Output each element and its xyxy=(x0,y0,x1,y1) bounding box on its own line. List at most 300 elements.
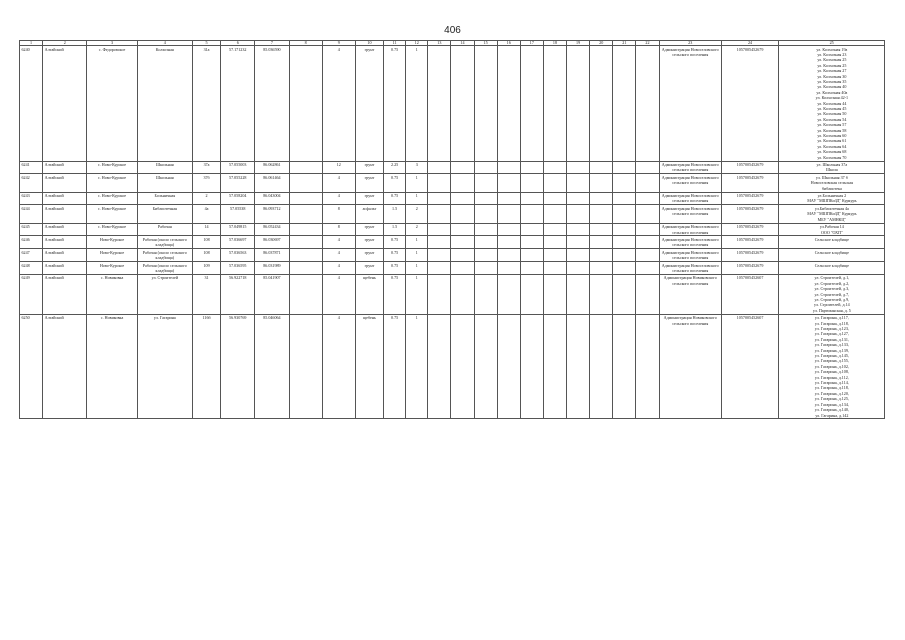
address-line: ул.Больничная 2 xyxy=(817,193,847,199)
inn-cell: 1057005452679 xyxy=(721,174,778,192)
row-id: 6246 xyxy=(20,236,43,249)
area-cell: 0.75 xyxy=(384,314,406,419)
empty-cell xyxy=(289,249,322,262)
address-line: Сельское кладбище xyxy=(814,262,849,268)
empty-cell xyxy=(474,262,497,275)
longitude-cell: 86.030697 xyxy=(255,236,289,249)
surface-cell: грунт xyxy=(355,236,383,249)
empty-cell xyxy=(543,274,566,314)
column-number: 19 xyxy=(567,41,590,46)
empty-cell xyxy=(497,249,520,262)
empty-cell xyxy=(428,236,451,249)
container-count-cell: 1 xyxy=(406,262,428,275)
empty-cell xyxy=(520,249,543,262)
address-line: ул. Строителей, д.9, xyxy=(814,296,850,302)
address-line: ул. Школьная 37а xyxy=(816,162,848,168)
row-id: 6244 xyxy=(20,205,43,223)
empty-cell xyxy=(636,174,659,192)
settlement-cell: с. Ново-Курское xyxy=(87,174,137,192)
empty-cell xyxy=(590,249,613,262)
address-line: МАУ "МШПКиЗД" Куркурь xyxy=(807,198,857,204)
empty-cell xyxy=(590,274,613,314)
house-cell: 14 xyxy=(192,223,220,236)
longitude-cell: 85.041907 xyxy=(255,274,289,314)
street-cell: Рабочая (около сельского кладбища) xyxy=(137,249,192,262)
table-row xyxy=(20,249,885,262)
settlement-cell: Ново-Курское xyxy=(87,262,137,275)
empty-cell xyxy=(497,236,520,249)
empty-cell xyxy=(289,205,322,223)
empty-cell xyxy=(567,205,590,223)
operator-cell: Администрация Новоселовского сельского поселения xyxy=(659,205,721,223)
area-cell: 0.75 xyxy=(384,262,406,275)
table-row xyxy=(20,274,885,314)
address-line: ул.Рабочая 14 xyxy=(819,224,844,230)
address-line: ул. Гагарина, д.125, xyxy=(814,396,849,402)
settlement-cell: с. Новиковка xyxy=(87,274,137,314)
empty-cell xyxy=(497,46,520,162)
address-line: ул. Гагарина, д.133, xyxy=(814,342,849,348)
address-line: ул. Колхозная 35 xyxy=(817,78,847,84)
empty-cell xyxy=(567,46,590,162)
address-line: ул. Колхозная 42-1 xyxy=(815,95,849,101)
empty-cell xyxy=(497,174,520,192)
empty-cell xyxy=(520,262,543,275)
row-id: 6245 xyxy=(20,223,43,236)
longitude-cell: 86.031989 xyxy=(255,262,289,275)
empty-cell xyxy=(636,192,659,205)
surface-cell: грунт xyxy=(355,249,383,262)
address-line: ул. Колхозная 50 xyxy=(817,111,847,117)
empty-cell xyxy=(428,249,451,262)
served-addresses-cell xyxy=(779,223,885,236)
address-line: ул. Колхозная 60 xyxy=(817,133,847,138)
container-count-cell: 1 xyxy=(406,46,428,162)
empty-cell xyxy=(567,161,590,174)
district-cell: Алтайский xyxy=(43,223,87,236)
column-number: 11 xyxy=(384,41,406,46)
inn-cell: 1057005452607 xyxy=(721,274,778,314)
street-cell: Рабочая (около сельского кладбища) xyxy=(137,236,192,249)
empty-cell xyxy=(451,223,474,236)
address-line: ул. Гагарина, д.112, xyxy=(814,374,849,380)
operator-cell: Администрация Новоселовского сельского поселения xyxy=(659,249,721,262)
empty-cell xyxy=(428,205,451,223)
empty-cell xyxy=(451,249,474,262)
latitude-cell: 57.171232 xyxy=(221,46,255,162)
district-cell: Алтайский xyxy=(43,174,87,192)
column-number: 22 xyxy=(636,41,659,46)
house-cell: 108 xyxy=(192,249,220,262)
row-id: 6243 xyxy=(20,192,43,205)
column-number: 16 xyxy=(497,41,520,46)
address-line: ул. Колхозная 64 xyxy=(817,143,847,149)
empty-cell xyxy=(497,161,520,174)
district-cell: Алтайский xyxy=(43,262,87,275)
empty-cell xyxy=(636,205,659,223)
surface-cell: грунт xyxy=(355,223,383,236)
empty-cell xyxy=(520,236,543,249)
address-line: ул. Колхозная 70 xyxy=(817,154,847,160)
latitude-cell: 57.055003 xyxy=(221,161,255,174)
surface-cell: щебень xyxy=(355,314,383,419)
address-line: ул. Гагарина, д.142 xyxy=(815,412,849,418)
column-number: 20 xyxy=(590,41,613,46)
column-number: 24 xyxy=(721,41,778,46)
empty-cell xyxy=(428,223,451,236)
operator-cell: Администрация Новиковского сельского поселения xyxy=(659,274,721,314)
empty-cell xyxy=(567,223,590,236)
settlement-cell: с. Новиковка xyxy=(87,314,137,419)
table-row xyxy=(20,174,885,192)
inn-cell: 1057005452679 xyxy=(721,249,778,262)
street-cell: ул. Строителей xyxy=(137,274,192,314)
empty-cell xyxy=(567,262,590,275)
house-cell: 108 xyxy=(192,236,220,249)
empty-cell xyxy=(289,262,322,275)
address-line: МБУ "АМНКЦ" xyxy=(817,216,847,222)
address-line: ул. Гагарина, д.140, xyxy=(814,407,849,413)
address-line: ул.Библиотечная 4а xyxy=(814,205,849,211)
address-line: ул. Гагарина, д.120, xyxy=(814,390,849,396)
operator-cell: Администрация Новоселовского сельского поселения xyxy=(659,46,721,162)
district-cell: Алтайский xyxy=(43,46,87,162)
empty-cell xyxy=(636,161,659,174)
area-cell: 0.75 xyxy=(384,274,406,314)
address-line: ул. Гагарина, д.102, xyxy=(814,363,849,369)
served-addresses-cell xyxy=(779,192,885,205)
address-line: МАУ "МШПКиЗД" Куркурь xyxy=(807,211,857,217)
settlement-cell: с. Ново-Курское xyxy=(87,205,137,223)
latitude-cell: 57.05538 xyxy=(221,205,255,223)
settlement-cell: Ново-Курское xyxy=(87,236,137,249)
address-line: ул. Колхозная 61 xyxy=(817,138,847,144)
empty-cell xyxy=(474,236,497,249)
operator-cell: Администрация Новоселовского сельского поселения xyxy=(659,174,721,192)
empty-cell xyxy=(451,314,474,419)
inn-cell: 1057005452679 xyxy=(721,161,778,174)
served-addresses-cell xyxy=(779,274,885,314)
street-cell: Больничная xyxy=(137,192,192,205)
address-line: ул. Колхозная 25 xyxy=(817,57,847,63)
empty-cell xyxy=(543,174,566,192)
empty-cell xyxy=(451,262,474,275)
empty-cell xyxy=(289,236,322,249)
empty-cell xyxy=(428,161,451,174)
address-line: ул. Колхозная 19а xyxy=(816,46,848,52)
empty-cell xyxy=(497,205,520,223)
empty-cell xyxy=(613,46,636,162)
address-line: ул. Колхозная 68 xyxy=(817,149,847,155)
capacity-cell: 4 xyxy=(322,174,355,192)
empty-cell xyxy=(520,223,543,236)
latitude-cell: 56.922718 xyxy=(221,274,255,314)
surface-cell: грунт xyxy=(355,262,383,275)
longitude-cell: 86.043004 xyxy=(255,192,289,205)
empty-cell xyxy=(451,274,474,314)
container-count-cell: 1 xyxy=(406,249,428,262)
empty-cell xyxy=(543,314,566,419)
empty-cell xyxy=(451,236,474,249)
empty-cell xyxy=(543,249,566,262)
column-number: 12 xyxy=(406,41,428,46)
empty-cell xyxy=(636,274,659,314)
house-cell: 31 xyxy=(192,274,220,314)
empty-cell xyxy=(636,249,659,262)
row-id: 6240 xyxy=(20,46,43,162)
empty-cell xyxy=(428,262,451,275)
address-line: ул. Партизанская, д. 5 xyxy=(812,307,851,313)
address-line: Сельское кладбище xyxy=(814,236,849,242)
address-line: ул. Гагарина, д.114, xyxy=(814,380,849,386)
table-row xyxy=(20,46,885,162)
area-cell: 0.75 xyxy=(384,249,406,262)
empty-cell xyxy=(613,223,636,236)
empty-cell xyxy=(543,192,566,205)
address-line: ул. Колхозная 54 xyxy=(817,116,847,122)
address-line: ул. Гагарина, д.131, xyxy=(814,336,849,342)
house-cell: 109 xyxy=(192,262,220,275)
latitude-cell: 56.930769 xyxy=(221,314,255,419)
empty-cell xyxy=(543,46,566,162)
capacity-cell: 4 xyxy=(322,249,355,262)
column-number: 7 xyxy=(255,41,289,46)
empty-cell xyxy=(474,205,497,223)
empty-cell xyxy=(497,274,520,314)
served-addresses-cell xyxy=(779,236,885,249)
empty-cell xyxy=(474,274,497,314)
address-line: ул. Колхозная 40 xyxy=(817,84,847,90)
address-line: ул. Гагарина, д.145, xyxy=(814,353,849,359)
empty-cell xyxy=(636,236,659,249)
district-cell: Алтайский xyxy=(43,205,87,223)
operator-cell: Администрация Новоселовского сельского поселения xyxy=(659,161,721,174)
empty-cell xyxy=(590,223,613,236)
longitude-cell: 86.062861 xyxy=(255,161,289,174)
column-number: 4 xyxy=(137,41,192,46)
capacity-cell: 4 xyxy=(322,262,355,275)
surface-cell: грунт xyxy=(355,174,383,192)
column-number: 23 xyxy=(659,41,721,46)
street-cell: Рабочая (около сельского кладбища) xyxy=(137,262,192,275)
inn-cell: 1057005452679 xyxy=(721,223,778,236)
empty-cell xyxy=(451,205,474,223)
column-number: 6 xyxy=(221,41,255,46)
address-line: ул. Колхозная 30 xyxy=(817,73,847,79)
container-count-cell: 1 xyxy=(406,192,428,205)
container-count-cell: 1 xyxy=(406,274,428,314)
area-cell: 0.75 xyxy=(384,46,406,162)
latitude-cell: 57.036595 xyxy=(221,262,255,275)
column-number: 5 xyxy=(192,41,220,46)
table-row xyxy=(20,161,885,174)
empty-cell xyxy=(567,236,590,249)
column-number: 9 xyxy=(322,41,355,46)
district-cell: Алтайский xyxy=(43,192,87,205)
column-number: 18 xyxy=(543,41,566,46)
inn-cell: 1057005452607 xyxy=(721,314,778,419)
house-cell: 2 xyxy=(192,192,220,205)
settlement-cell: с. Федоровское xyxy=(87,46,137,162)
empty-cell xyxy=(520,274,543,314)
empty-cell xyxy=(451,46,474,162)
street-cell: Рабочая xyxy=(137,223,192,236)
served-addresses-cell xyxy=(779,161,885,174)
address-line: ООО "ОХП" xyxy=(820,229,843,235)
capacity-cell: 4 xyxy=(322,46,355,162)
table-row xyxy=(20,262,885,275)
address-line: ул. Строителей, д.2, xyxy=(814,280,850,286)
latitude-cell: 57.049815 xyxy=(221,223,255,236)
surface-cell: грунт xyxy=(355,192,383,205)
empty-cell xyxy=(289,46,322,162)
empty-cell xyxy=(451,192,474,205)
empty-cell xyxy=(590,46,613,162)
address-line: библиотека xyxy=(821,185,842,191)
column-number: 17 xyxy=(520,41,543,46)
table-row xyxy=(20,205,885,223)
latitude-cell: 57.036697 xyxy=(221,236,255,249)
empty-cell xyxy=(590,205,613,223)
empty-cell xyxy=(474,249,497,262)
empty-cell xyxy=(474,223,497,236)
capacity-cell: 8 xyxy=(322,223,355,236)
empty-cell xyxy=(590,314,613,419)
served-addresses-cell xyxy=(779,205,885,223)
address-line: ул. Строителей, д.3, xyxy=(814,286,850,292)
empty-cell xyxy=(451,174,474,192)
container-count-cell: 1 xyxy=(406,174,428,192)
empty-cell xyxy=(520,46,543,162)
surface-cell: асфальт xyxy=(355,205,383,223)
settlement-cell: с. Ново-Курское xyxy=(87,161,137,174)
address-line: ул. Гагарина, д.108, xyxy=(814,369,849,375)
latitude-cell: 57.055228 xyxy=(221,174,255,192)
served-addresses-cell xyxy=(779,174,885,192)
column-number: 25 xyxy=(779,41,885,46)
table-row xyxy=(20,223,885,236)
empty-cell xyxy=(497,192,520,205)
container-count-cell: 1 xyxy=(406,314,428,419)
empty-cell xyxy=(289,192,322,205)
surface-cell: грунт xyxy=(355,46,383,162)
empty-cell xyxy=(428,46,451,162)
empty-cell xyxy=(520,161,543,174)
registry-table xyxy=(19,40,885,419)
longitude-cell: 86.037871 xyxy=(255,249,289,262)
served-addresses-cell xyxy=(779,46,885,162)
street-cell: ул. Гагарина xyxy=(137,314,192,419)
empty-cell xyxy=(613,262,636,275)
row-id: 6248 xyxy=(20,262,43,275)
empty-cell xyxy=(520,314,543,419)
district-cell: Алтайский xyxy=(43,314,87,419)
inn-cell: 1057005452679 xyxy=(721,205,778,223)
empty-cell xyxy=(636,46,659,162)
operator-cell: Администрация Новиковского сельского поселения xyxy=(659,314,721,419)
row-id: 6250 xyxy=(20,314,43,419)
address-line: ул. Гагарина, д.139, xyxy=(814,347,849,353)
longitude-cell: 86.093712 xyxy=(255,205,289,223)
empty-cell xyxy=(613,274,636,314)
column-number: 10 xyxy=(355,41,383,46)
district-cell: Алтайский xyxy=(43,161,87,174)
empty-cell xyxy=(590,161,613,174)
area-cell: 0.75 xyxy=(384,236,406,249)
empty-cell xyxy=(613,192,636,205)
operator-cell: Администрация Новоселовского сельского поселения xyxy=(659,236,721,249)
empty-cell xyxy=(520,174,543,192)
empty-cell xyxy=(613,174,636,192)
empty-cell xyxy=(474,161,497,174)
address-line: ул. Гагарина, д.118, xyxy=(814,385,849,391)
empty-cell xyxy=(289,223,322,236)
area-cell: 0.75 xyxy=(384,192,406,205)
street-cell: Библиотечная xyxy=(137,205,192,223)
row-id: 6247 xyxy=(20,249,43,262)
empty-cell xyxy=(613,236,636,249)
empty-cell xyxy=(636,314,659,419)
column-number: 8 xyxy=(289,41,322,46)
empty-cell xyxy=(289,174,322,192)
container-count-cell: 1 xyxy=(406,236,428,249)
empty-cell xyxy=(520,192,543,205)
address-line: ул. Колхозная 44 xyxy=(817,100,847,106)
column-number: 1 xyxy=(20,41,43,46)
operator-cell: Администрация Новоселовского сельского поселения xyxy=(659,223,721,236)
district-cell: Алтайский xyxy=(43,236,87,249)
capacity-cell: 4 xyxy=(322,236,355,249)
empty-cell xyxy=(543,205,566,223)
inn-cell: 1057005452679 xyxy=(721,192,778,205)
address-line: Новоселовская сельская xyxy=(810,180,853,186)
column-number: 14 xyxy=(451,41,474,46)
street-cell: Школьная xyxy=(137,174,192,192)
area-cell: 0.75 xyxy=(384,174,406,192)
longitude-cell: 85.036590 xyxy=(255,46,289,162)
empty-cell xyxy=(428,174,451,192)
empty-cell xyxy=(497,223,520,236)
house-cell: 4а xyxy=(192,205,220,223)
empty-cell xyxy=(474,174,497,192)
row-id: 6241 xyxy=(20,161,43,174)
empty-cell xyxy=(613,161,636,174)
empty-cell xyxy=(590,236,613,249)
address-line: ул. Колхозная 27 xyxy=(817,68,847,74)
street-cell: Колхозная xyxy=(137,46,192,162)
longitude-cell: 86.052434 xyxy=(255,223,289,236)
house-cell: 31а xyxy=(192,46,220,162)
empty-cell xyxy=(497,262,520,275)
address-line: Школа xyxy=(825,167,838,173)
empty-cell xyxy=(636,223,659,236)
capacity-cell: 4 xyxy=(322,314,355,419)
container-count-cell: 3 xyxy=(406,161,428,174)
address-line: ул. Школьная 37 б xyxy=(815,174,848,180)
table-body xyxy=(20,46,885,419)
empty-cell xyxy=(567,249,590,262)
column-number: 15 xyxy=(474,41,497,46)
empty-cell xyxy=(497,314,520,419)
empty-cell xyxy=(590,262,613,275)
settlement-cell: с. Ново-Курское xyxy=(87,223,137,236)
latitude-cell: 57.058204 xyxy=(221,192,255,205)
inn-cell: 1057005452679 xyxy=(721,46,778,162)
house-cell: 116б xyxy=(192,314,220,419)
empty-cell xyxy=(428,192,451,205)
empty-cell xyxy=(590,174,613,192)
empty-cell xyxy=(428,274,451,314)
